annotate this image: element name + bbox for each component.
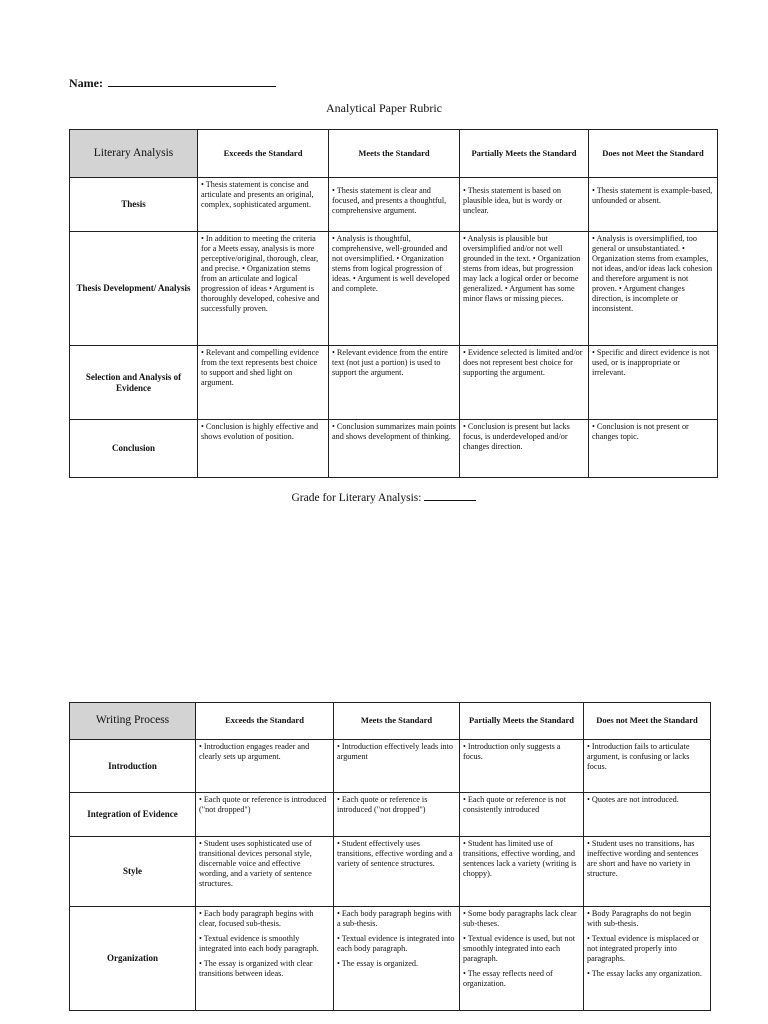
- table-cell: [334, 793, 460, 837]
- cell-bullet: • Some body paragraphs lack clear sub-theses.: [463, 909, 577, 928]
- table-cell: • Thesis statement is clear and focused, and presents a thoughtful, comprehensive argument.: [329, 178, 460, 232]
- table-cell: • Evidence selected is limited and/or does not represent best choice for supporting the argument.: [460, 346, 589, 420]
- table-cell: [460, 907, 584, 1011]
- table-cell: • Thesis statement is concise and articulate and presents an original, complex, sophisticated argument.: [198, 178, 329, 232]
- table-cell: [460, 740, 584, 793]
- row-heading: Thesis Development/ Analysis: [70, 232, 198, 346]
- table-row: [70, 346, 718, 420]
- cell-bullet: • Student effectively uses transitions, effective wording and a variety of sentence structures.: [337, 839, 453, 868]
- cell-bullet: • The essay reflects need of organization.: [463, 969, 553, 988]
- cell-bullet: • Textual evidence is integrated into each body paragraph.: [337, 934, 455, 953]
- row-heading: Organization: [70, 907, 196, 1011]
- cell-bullet: • The essay lacks any organization.: [587, 969, 702, 978]
- cell-bullet: • Textual evidence is used, but not smoothly integrated into each paragraph.: [463, 934, 575, 963]
- cell-bullet: • Body Paragraphs do not begin with sub-thesis.: [587, 909, 692, 928]
- literary-analysis-table: [69, 129, 718, 478]
- row-heading: Integration of Evidence: [70, 793, 196, 837]
- table-cell: [334, 907, 460, 1011]
- cell-bullet: • Introduction fails to articulate argument, is confusing or lacks focus.: [587, 742, 690, 771]
- table-header-row: [70, 703, 711, 740]
- grade-field: [0, 491, 768, 504]
- cell-bullet: • Introduction effectively leads into argument: [337, 742, 453, 761]
- cell-bullet: • Textual evidence is smoothly integrated into each body paragraph.: [199, 934, 319, 953]
- cell-bullet: • Each quote or reference is introduced ("not dropped"): [337, 795, 428, 814]
- name-blank-line: [108, 76, 276, 87]
- cell-bullet: • Student has limited use of transitions, effective wording, and sentences lack a variety (writing is choppy).: [463, 839, 577, 878]
- table-cell: [196, 907, 334, 1011]
- column-heading-exceeds: Exceeds the Standard: [198, 130, 329, 178]
- table-cell: [196, 740, 334, 793]
- rubric-title: Analytical Paper Rubric: [326, 101, 442, 115]
- table-row: [70, 793, 711, 837]
- category-heading: Writing Process: [70, 703, 196, 740]
- table-cell: • Conclusion is highly effective and shows evolution of position.: [198, 420, 329, 478]
- table-cell: [334, 837, 460, 907]
- cell-bullet: • Introduction engages reader and clearly sets up argument.: [199, 742, 310, 761]
- table-cell: • Analysis is oversimplified, too general or unsubstantiated. • Organization stems from examples, not ideas, and/or ideas lack cohesion and therefore argument is not proven. • Argument changes direction, is incomplete or inconsistent.: [589, 232, 718, 346]
- table-cell: • In addition to meeting the criteria for a Meets essay, analysis is more perceptive/original, thorough, clear, and precise. • Organization stems from an articulate and logical progression of ideas • Argument is thoroughly developed, cohesive and successfully proven.: [198, 232, 329, 346]
- table-cell: [584, 793, 711, 837]
- name-label: Name:: [69, 76, 103, 90]
- table-cell: • Conclusion is present but lacks focus, is underdeveloped and/or changes direction.: [460, 420, 589, 478]
- cell-bullet: • Student uses sophisticated use of transitional devices personal style, discernable voice and effective wording, and a variety of sentence structures.: [199, 839, 312, 888]
- table-row: [70, 178, 718, 232]
- table-cell: [196, 837, 334, 907]
- table-cell: [584, 837, 711, 907]
- cell-bullet: • Introduction only suggests a focus.: [463, 742, 561, 761]
- grade-blank-line: [424, 491, 476, 501]
- name-field: [69, 76, 276, 91]
- table-cell: • Analysis is plausible but oversimplified and/or not well grounded in the text. • Organization stems from ideas, but progression may lack a logical order or become generalized. • Argument has some minor flaws or missing pieces.: [460, 232, 589, 346]
- row-heading: Style: [70, 837, 196, 907]
- table-cell: [334, 740, 460, 793]
- category-heading: Literary Analysis: [70, 130, 198, 178]
- table-cell: [584, 740, 711, 793]
- grade-label: Grade for Literary Analysis:: [291, 492, 422, 504]
- row-heading: Thesis: [70, 178, 198, 232]
- column-heading-does-not-meet: Does not Meet the Standard: [589, 130, 718, 178]
- cell-bullet: • Each quote or reference is not consistently introduced: [463, 795, 566, 814]
- table-cell: • Thesis statement is example-based, unfounded or absent.: [589, 178, 718, 232]
- table-row: [70, 740, 711, 793]
- writing-process-table: [69, 702, 711, 1011]
- table-cell: • Relevant and compelling evidence from the text represents best choice to support and shed light on argument.: [198, 346, 329, 420]
- table-cell: • Specific and direct evidence is not used, or is inappropriate or irrelevant.: [589, 346, 718, 420]
- table-cell: [584, 907, 711, 1011]
- row-heading: Conclusion: [70, 420, 198, 478]
- row-heading: Selection and Analysis of Evidence: [70, 346, 198, 420]
- cell-bullet: • Each quote or reference is introduced ("not dropped"): [199, 795, 327, 814]
- column-heading-exceeds: Exceeds the Standard: [196, 703, 334, 740]
- table-cell: • Thesis statement is based on plausible idea, but is wordy or unclear.: [460, 178, 589, 232]
- cell-bullet: • Each body paragraph begins with a sub-thesis.: [337, 909, 452, 928]
- column-heading-meets: Meets the Standard: [329, 130, 460, 178]
- cell-bullet: • Quotes are not introduced.: [587, 795, 679, 804]
- table-row: [70, 907, 711, 1011]
- column-heading-partially: Partially Meets the Standard: [460, 703, 584, 740]
- table-cell: • Analysis is thoughtful, comprehensive, well-grounded and not oversimplified. • Organization stems from logical progression of ideas. • Argument is well developed and complete.: [329, 232, 460, 346]
- cell-bullet: • Textual evidence is misplaced or not integrated properly into paragraphs.: [587, 934, 699, 963]
- table-cell: • Conclusion summarizes main points and shows development of thinking.: [329, 420, 460, 478]
- table-cell: • Conclusion is not present or changes topic.: [589, 420, 718, 478]
- table-cell: [196, 793, 334, 837]
- cell-bullet: • The essay is organized with clear transitions between ideas.: [199, 959, 313, 978]
- table-cell: [460, 793, 584, 837]
- column-heading-meets: Meets the Standard: [334, 703, 460, 740]
- table-row: [70, 420, 718, 478]
- table-row: [70, 837, 711, 907]
- cell-bullet: • Student uses no transitions, has ineffective wording and sentences are short and have no variety in structure.: [587, 839, 699, 878]
- table-cell: • Relevant evidence from the entire text (not just a portion) is used to support the argument.: [329, 346, 460, 420]
- table-cell: [460, 837, 584, 907]
- cell-bullet: • Each body paragraph begins with clear, focused sub-thesis.: [199, 909, 314, 928]
- cell-bullet: • The essay is organized.: [337, 959, 419, 968]
- row-heading: Introduction: [70, 740, 196, 793]
- column-heading-partially: Partially Meets the Standard: [460, 130, 589, 178]
- table-header-row: [70, 130, 718, 178]
- table-row: [70, 232, 718, 346]
- column-heading-does-not-meet: Does not Meet the Standard: [584, 703, 711, 740]
